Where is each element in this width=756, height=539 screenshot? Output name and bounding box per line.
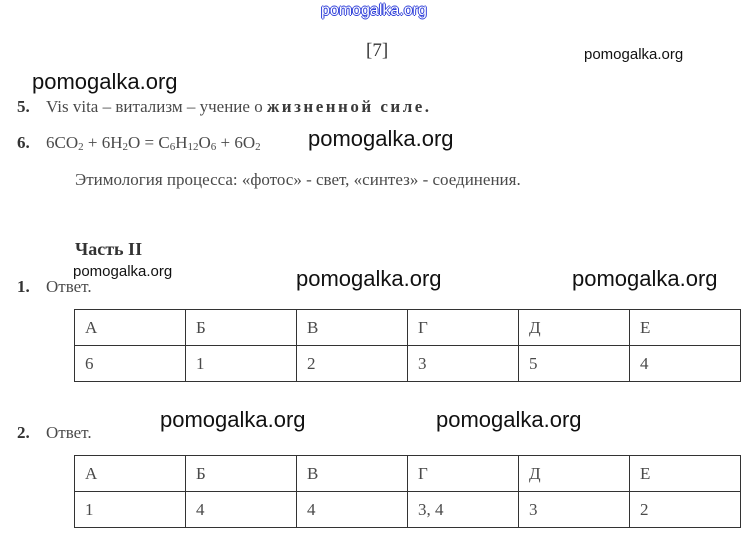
value-cell: 2 (297, 346, 408, 382)
watermark-mid1: pomogalka.org (296, 266, 442, 291)
eq-part: O = C (128, 133, 170, 152)
eq-sub: 2 (122, 141, 128, 153)
q1-label: Ответ. (46, 277, 92, 296)
eq-part: 6CO (46, 133, 79, 152)
header-cell: Б (186, 456, 297, 492)
watermark-part: pomogalka.org (73, 263, 173, 280)
header-cell: Б (186, 310, 297, 346)
item5-line (46, 97, 432, 117)
value-cell: 6 (75, 346, 186, 382)
watermark-right-top: pomogalka.org (584, 46, 684, 63)
item6-number: 6. (17, 133, 30, 152)
watermark-left-large: pomogalka.org (32, 69, 178, 94)
watermark-top: pomogalka.org (321, 2, 427, 19)
table-row (75, 346, 741, 382)
q2-answer-table (74, 455, 741, 528)
header-cell: Д (519, 456, 630, 492)
value-cell: 2 (630, 492, 741, 528)
value-cell: 4 (297, 492, 408, 528)
header-cell: Е (630, 456, 741, 492)
header-cell: В (297, 310, 408, 346)
item5-number: 5. (17, 97, 30, 116)
photosynthesis-equation (46, 133, 261, 153)
table-row (75, 492, 741, 528)
eq-part: + 6O (216, 133, 256, 152)
header-cell: А (75, 310, 186, 346)
eq-sub: 12 (187, 141, 199, 153)
value-cell: 3 (519, 492, 630, 528)
value-cell: 3, 4 (408, 492, 519, 528)
value-cell: 1 (186, 346, 297, 382)
q2-number: 2. (17, 423, 30, 442)
eq-sub: 2 (78, 141, 84, 153)
table-header-row (75, 456, 741, 492)
value-cell: 1 (75, 492, 186, 528)
watermark-eq: pomogalka.org (308, 126, 454, 151)
table-header-row (75, 310, 741, 346)
value-cell: 4 (186, 492, 297, 528)
eq-part: H (175, 133, 188, 152)
q1-number: 1. (17, 277, 30, 296)
item5-emphasis: жизненной силе. (266, 97, 432, 116)
eq-part: O (198, 133, 211, 152)
q1-answer-table (74, 309, 741, 382)
watermark-mid2: pomogalka.org (572, 266, 718, 291)
item5-text: Vis vita – витализм – учение о (46, 97, 267, 116)
header-cell: Е (630, 310, 741, 346)
value-cell: 5 (519, 346, 630, 382)
eq-part: + 6H (83, 133, 123, 152)
watermark-low1: pomogalka.org (160, 407, 306, 432)
eq-sub: 6 (210, 141, 217, 153)
etymology-text: Этимология процесса: «фотос» - свет, «синтез» - соединения. (75, 170, 521, 189)
value-cell: 4 (630, 346, 741, 382)
page-number: [7] (366, 40, 389, 61)
part-title: Часть II (75, 239, 143, 259)
header-cell: В (297, 456, 408, 492)
value-cell: 3 (408, 346, 519, 382)
watermark-low2: pomogalka.org (436, 407, 582, 432)
header-cell: А (75, 456, 186, 492)
q2-label: Ответ. (46, 423, 92, 442)
header-cell: Д (519, 310, 630, 346)
eq-sub: 2 (255, 141, 261, 153)
header-cell: Г (408, 310, 519, 346)
eq-sub: 6 (169, 141, 176, 153)
header-cell: Г (408, 456, 519, 492)
